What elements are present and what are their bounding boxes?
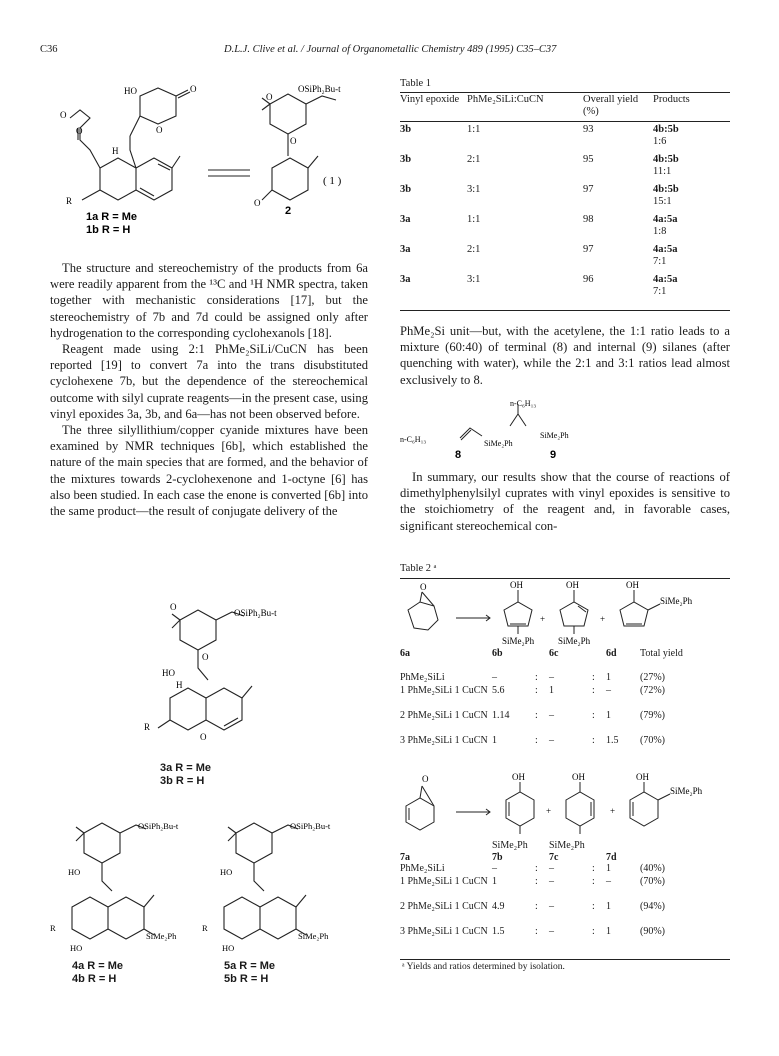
table-row: 1 PhMe₂SiLi 1 CuCN 5.6 : 1 : – (72%) (400, 684, 665, 696)
compound-4a-label: 4a R = Me (72, 960, 124, 972)
table-row: 7a 7b 7c 7d (400, 851, 617, 863)
r-label: R (66, 196, 73, 206)
silanes-8-9-structures (400, 398, 730, 460)
o-label: O (266, 92, 273, 102)
osi-label: OSiPh₂Bu-t (290, 821, 331, 831)
silyl-label: SiMe₂Ph (484, 439, 513, 448)
r-label: R (202, 923, 208, 933)
ho-label: HO (162, 668, 175, 678)
compound-4-structure (48, 815, 198, 955)
table-row: 3b 2:1 95 4b:5b 11:1 (400, 154, 679, 177)
silyl-label: SiMe₂Ph (298, 931, 329, 941)
table-header: PhMe₂SiLi:CuCN (467, 94, 544, 105)
osi-label: OSiPh₂Bu-t (138, 821, 179, 831)
table-row: 3a 3:1 96 4a:5a 7:1 (400, 274, 678, 297)
compound-1b-label: 1b R = H (86, 224, 131, 236)
compound-5a-label: 5a R = Me (224, 960, 276, 972)
paragraph: PhMe₂Si unit—but, with the acetylene, the 1:1 ratio leads to a mixture (60:40) of terminal (8) and internal (9) silanes (after quenching with water), while the 2:1 and 3:1 ratios lead almost exclusively to 8. (400, 324, 730, 387)
table-1 (400, 93, 730, 119)
table-header: Overall yield (%) (583, 94, 639, 117)
compound-3a-label: 3a R = Me (160, 762, 212, 774)
ho-label: HO (220, 867, 233, 877)
table-2-reaction-7 (400, 772, 730, 840)
silyl-label: SiMe₂Ph (670, 786, 703, 796)
o-label: O (190, 84, 197, 94)
compound-3b-label: 3b R = H (160, 775, 205, 787)
table-1-caption: Table 1 (400, 78, 432, 89)
table-2-footnote: ᵃ Yields and ratios determined by isolation. (402, 962, 565, 972)
hexyl-label: n-C₆H₁₃ (400, 435, 427, 444)
oh-label: OH (510, 580, 523, 590)
table-row: 3a 2:1 97 4a:5a 7:1 (400, 244, 678, 267)
scheme-1-structures (40, 78, 370, 238)
silyl-label: SiMe₂Ph (660, 596, 693, 606)
oh-label: OH (572, 772, 585, 782)
left-column-text (50, 260, 368, 519)
h-label: H (176, 680, 183, 690)
compound-8-label: 8 (455, 449, 462, 460)
equation-number: ( 1 ) (323, 175, 342, 187)
compound-1a-label: 1a R = Me (86, 211, 138, 223)
table-row: PhMe₂SiLi – : – : 1 (27%) (400, 671, 665, 683)
ho-label: HO (68, 867, 81, 877)
o-label: O (420, 582, 427, 592)
ho-label: HO (124, 86, 137, 96)
o-label: O (60, 110, 67, 120)
compound-5b-label: 5b R = H (224, 973, 269, 985)
silyl-label: SiMe₂Ph (558, 636, 591, 646)
paragraph: In summary, our results show that the course of reactions of dimethylphenylsilyl cuprates with vinyl epoxides is sensitive to the stoichiometry of the reagent and, in favorable cases, significant stereochemical con- (400, 470, 730, 533)
page-number: C36 (40, 44, 58, 55)
osi-label: OSiPh₂Bu-t (234, 608, 277, 618)
compound-5-structure (200, 815, 350, 955)
oh-label: OH (626, 580, 639, 590)
plus-sign: + (600, 614, 606, 624)
hexyl-label: n-C₆H₁₃ (510, 399, 537, 408)
osi-label: OSiPh₂Bu-t (298, 84, 341, 94)
plus-sign: + (546, 806, 552, 816)
h-label: H (112, 146, 119, 156)
table-header: Products (653, 94, 690, 105)
o-label: O (156, 125, 163, 135)
o-label: O (76, 126, 83, 136)
compound-3-structure (140, 598, 320, 758)
right-column-text-1 (400, 323, 730, 388)
table-row: 3a 1:1 98 4a:5a 1:8 (400, 214, 678, 237)
compound-2-label: 2 (285, 205, 292, 217)
table-row: 2 PhMe₂SiLi 1 CuCN 1.14 : – : 1 (79%) (400, 709, 665, 721)
table-1-body (400, 124, 730, 304)
ho-label: HO (222, 943, 235, 953)
silyl-label: SiMe₂Ph (540, 431, 569, 440)
table-row: PhMe₂SiLi – : – : 1 (40%) (400, 863, 665, 874)
table-row: 3 PhMe₂SiLi 1 CuCN 1 : – : 1.5 (70%) (400, 734, 665, 746)
silyl-label: SiMe₂Ph (146, 931, 177, 941)
oh-label: OH (636, 772, 649, 782)
table-row: 3 PhMe₂SiLi 1 CuCN 1.5 : – : 1 (90%) (400, 926, 665, 937)
o-label: O (202, 652, 209, 662)
oh-label: OH (566, 580, 579, 590)
table-row: SiMe₂Ph SiMe₂Ph (492, 840, 585, 851)
r-label: R (50, 923, 56, 933)
r-label: R (144, 722, 151, 732)
table-header: Vinyl epoxide (400, 94, 460, 105)
table-row: 1 PhMe₂SiLi 1 CuCN 1 : – : – (70%) (400, 876, 665, 887)
table-2-data-6 (400, 648, 730, 760)
running-header: D.L.J. Clive et al. / Journal of Organometallic Chemistry 489 (1995) C35–C37 (224, 44, 557, 55)
paragraph: The three silyllithium/copper cyanide mixtures have been examined by NMR techniques [6b], which established the nature of the main species that are formed, and the behavior of the mixtures towards 2-cyclohexenone and 1-octyne [6] has also been studied. In each case the enone is converted [6b] into the same product—the result of conjugate delivery of the (50, 423, 368, 519)
plus-sign: + (540, 614, 546, 624)
table-2-data-7 (400, 840, 730, 951)
ho-label: HO (70, 943, 83, 953)
table-2-reaction-6 (400, 580, 730, 648)
table-row: 3b 1:1 93 4b:5b 1:6 (400, 124, 679, 147)
o-label: O (254, 198, 261, 208)
o-label: O (200, 732, 207, 742)
compound-4b-label: 4b R = H (72, 973, 117, 985)
plus-sign: + (610, 806, 616, 816)
o-label: O (422, 774, 429, 784)
compound-9-label: 9 (550, 449, 557, 460)
table-row: 3b 3:1 97 4b:5b 15:1 (400, 184, 679, 207)
table-row: 2 PhMe₂SiLi 1 CuCN 4.9 : – : 1 (94%) (400, 901, 665, 912)
paragraph: The structure and stereochemistry of the products from 6a were readily apparent from the ¹³C and ¹H NMR spectra, taken together with mechanistic considerations [17], but the stereochemistry of 7b and 7d could be assigned only after hydrogenation to the corresponding cyclohexanols [18]. (50, 261, 368, 340)
paragraph: Reagent made using 2:1 PhMe₂SiLi/CuCN has been reported [19] to convert 7a into the trans disubstituted cyclohexene 7b, but the dependence of the stereochemical outcome with silyl cuprate reagents—in the present case, using vinyl epoxides 3a, 3b, and 6a—has not been observed before. (50, 342, 368, 421)
table-row: 6a 6b 6c 6d Total yield (400, 648, 683, 659)
silyl-label: SiMe₂Ph (502, 636, 535, 646)
o-label: O (170, 602, 177, 612)
right-column-text-2 (400, 469, 730, 534)
o-label: O (290, 136, 297, 146)
table-2-caption: Table 2 ᵃ (400, 563, 437, 574)
oh-label: OH (512, 772, 525, 782)
